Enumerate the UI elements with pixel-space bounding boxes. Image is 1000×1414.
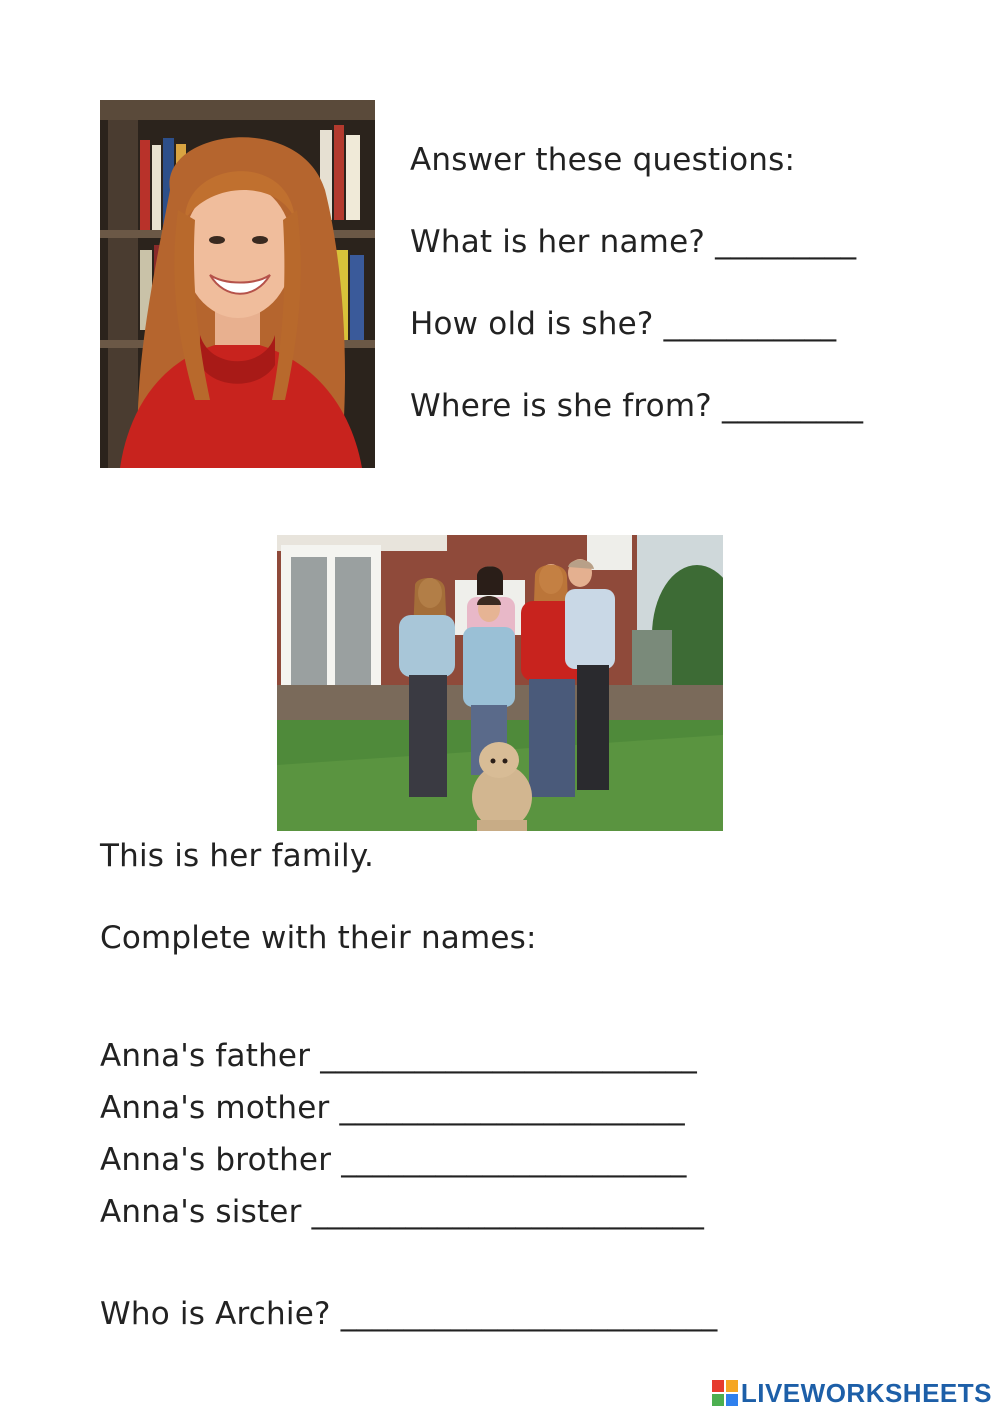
question-name: What is her name? _________ xyxy=(410,224,857,260)
anna-portrait-illustration xyxy=(100,100,375,468)
liveworksheets-logo xyxy=(712,1378,992,1408)
question-origin: Where is she from? _________ xyxy=(410,388,864,424)
liveworksheets-mark-icon xyxy=(712,1380,738,1406)
questions-title: Answer these questions: xyxy=(410,142,796,178)
logo-mark-square xyxy=(726,1394,738,1406)
logo-mark-square xyxy=(726,1380,738,1392)
logo-mark-square xyxy=(712,1394,724,1406)
logo-text: LIVEWORKSHEETS xyxy=(740,1377,992,1408)
archie-question: Who is Archie? ________________________ xyxy=(100,1296,718,1332)
brother-line: Anna's brother ______________________ xyxy=(100,1142,687,1178)
complete-instruction: Complete with their names: xyxy=(100,920,537,956)
sister-line: Anna's sister _________________________ xyxy=(100,1194,705,1230)
anna-portrait-photo xyxy=(100,100,375,468)
logo-mark-square xyxy=(712,1380,724,1392)
family-photo-illustration xyxy=(277,535,723,831)
family-caption: This is her family. xyxy=(100,838,375,874)
question-age: How old is she? ___________ xyxy=(410,306,837,342)
family-photo xyxy=(277,535,723,831)
father-line: Anna's father ________________________ xyxy=(100,1038,698,1074)
mother-line: Anna's mother ______________________ xyxy=(100,1090,685,1126)
